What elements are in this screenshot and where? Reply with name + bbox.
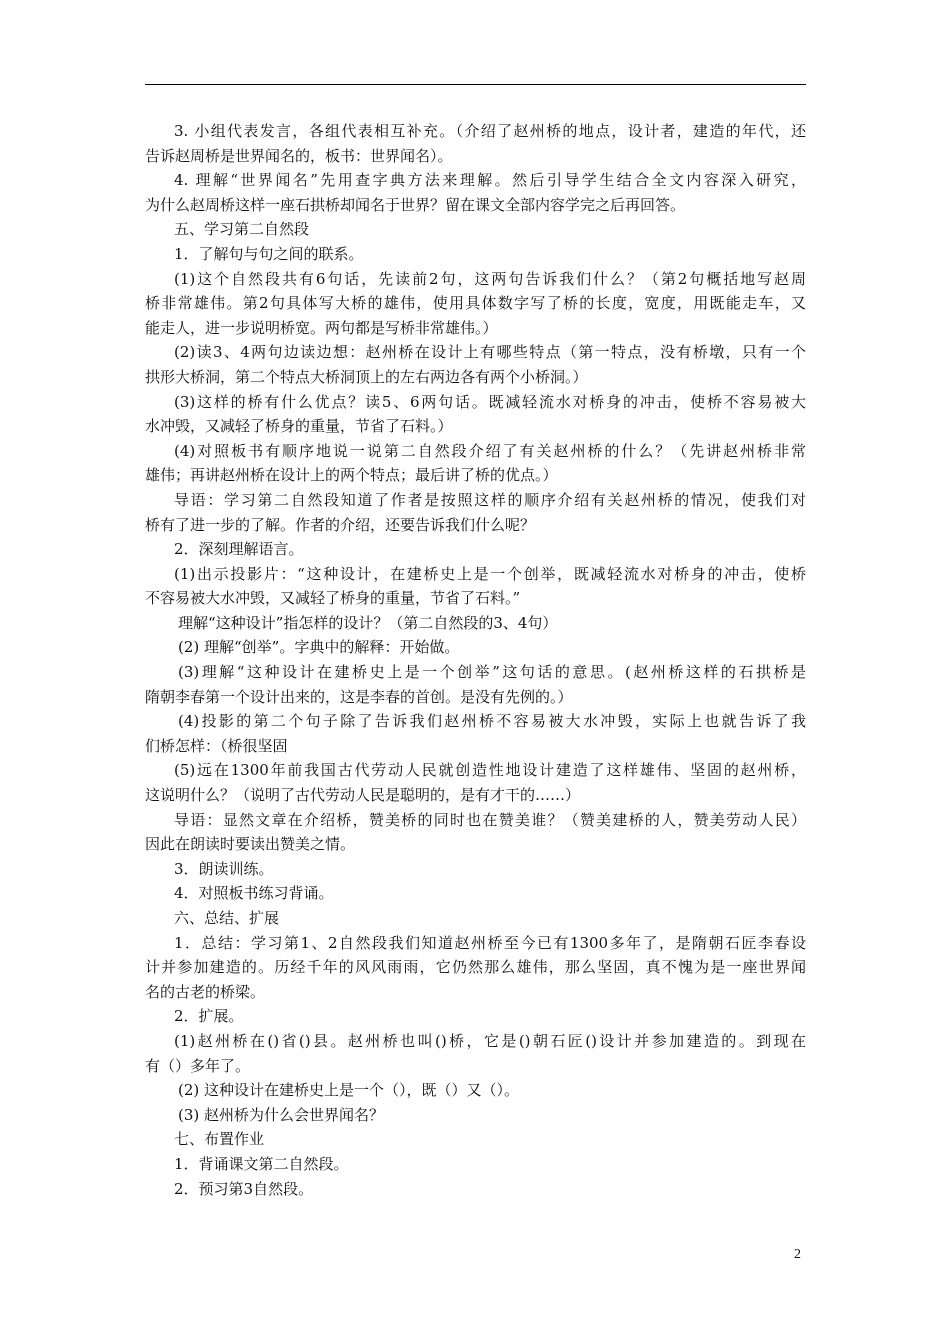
text-line: 有（）多年了。 [145,1056,251,1075]
text-line: 拱形大桥洞，第二个特点大桥洞顶上的左右两边各有两个小桥洞。） [145,367,588,386]
text-line: (3)理解“这种设计在建桥史上是一个创举”这句话的意思。(赵州桥这样的石拱桥是 [178,663,806,682]
text-line: 五、学习第二自然段 [174,220,310,239]
text-line: 告诉赵周桥是世界闻名的，板书：世界闻名）。 [145,146,453,165]
text-line: 计并参加建造的。历经千年的风风雨雨，它仍然那么雄伟，那么坚固，真不愧为是一座世界闻 [145,958,806,977]
text-line: 4. 理解“世界闻名”先用查字典方法来理解。然后引导学生结合全文内容深入研究， [174,171,806,190]
text-line: (2)读3、4两句边读边想：赵州桥在设计上有哪些特点（第一特点，没有桥墩，只有一个 [174,343,806,362]
header-rule [145,84,806,85]
text-line: 六、总结、扩展 [174,909,280,927]
document-body [145,119,806,1201]
text-line: (2) 理解“创举”。字典中的解释：开始做。 [178,638,460,657]
text-line: 桥非常雄伟。第2句具体写大桥的雄伟，使用具体数字写了桥的长度，宽度，用既能走车，又 [145,294,806,313]
text-line: (2) 这种设计在建桥史上是一个（），既（）又（）。 [178,1081,520,1100]
text-line: 不容易被大水冲毁，又减轻了桥身的重量，节省了石料。” [145,589,521,608]
text-line: 七、布置作业 [174,1130,265,1149]
text-line: 4．对照板书练习背诵。 [174,884,334,903]
text-line: 2．深刻理解语言。 [174,540,304,559]
text-line: 1．背诵课文第二自然段。 [174,1154,349,1173]
text-line: (3)这样的桥有什么优点？读5、6两句话。既减轻流水对桥身的冲击，使桥不容易被大 [174,392,806,411]
text-line: 理解“这种设计”指怎样的设计？（第二自然段的3、4句） [178,613,558,632]
text-line: 1．了解句与句之间的联系。 [174,244,364,263]
text-line: (1)这个自然段共有6句话，先读前2句，这两句告诉我们什么？（第2句概括地写赵周 [174,269,806,288]
text-line: (1)出示投影片：“这种设计，在建桥史上是一个创举，既减轻流水对桥身的冲击，使桥 [174,564,806,583]
text-line: 3．朗读训练。 [174,859,274,878]
text-line: 2．预习第3自然段。 [174,1179,314,1198]
text-line: 水冲毁，又减轻了桥身的重量，节省了石料。） [145,417,453,436]
text-line: 雄伟；再讲赵州桥在设计上的两个特点；最后讲了桥的优点。） [145,466,558,485]
text-line: 导语：学习第二自然段知道了作者是按照这样的顺序介绍有关赵州桥的情况，使我们对 [174,490,806,509]
text-line: 能走人，进一步说明桥宽。两句都是写桥非常雄伟。） [145,318,498,337]
text-line: 这说明什么？（说明了古代劳动人民是聪明的，是有才干的……） [145,786,581,805]
text-line: 3. 小组代表发言，各组代表相互补充。（介绍了赵州桥的地点，设计者，建造的年代，还 [174,122,806,140]
text-line: 隋朝李春第一个设计出来的，这是李春的首创。是没有先例的。） [145,687,573,706]
text-line: 因此在朗读时要读出赞美之情。 [145,835,356,854]
text-line: (1)赵州桥在()省()县。赵州桥也叫()桥，它是()朝石匠()设计并参加建造的。到现在 [174,1031,806,1050]
text-line: 导语：显然文章在介绍桥，赞美桥的同时也在赞美谁？（赞美建桥的人，赞美劳动人民） [174,810,806,829]
text-line: (4)对照板书有顺序地说一说第二自然段介绍了有关赵州桥的什么？（先讲赵州桥非常 [174,441,806,460]
text-line: (4)投影的第二个句子除了告诉我们赵州桥不容易被大水冲毁，实际上也就告诉了我 [178,712,806,731]
text-line: 2．扩展。 [174,1007,244,1026]
text-line: (5)远在1300年前我国古代劳动人民就创造性地设计建造了这样雄伟、坚固的赵州桥， [174,761,806,780]
text-line: 为什么赵周桥这样一座石拱桥却闻名于世界？留在课文全部内容学完之后再回答。 [145,195,686,214]
page-number: 2 [794,1247,801,1262]
text-line: 们桥怎样：（桥很坚固 [145,736,288,755]
text-line: 名的古老的桥梁。 [145,982,266,1001]
text-line: 桥有了进一步的了解。作者的介绍，还要告诉我们什么呢？ [145,515,536,534]
text-line: (3) 赵州桥为什么会世界闻名？ [178,1105,385,1124]
text-line: 1．总结：学习第1、2自然段我们知道赵州桥至今已有1300多年了，是隋朝石匠李春设 [174,933,806,952]
